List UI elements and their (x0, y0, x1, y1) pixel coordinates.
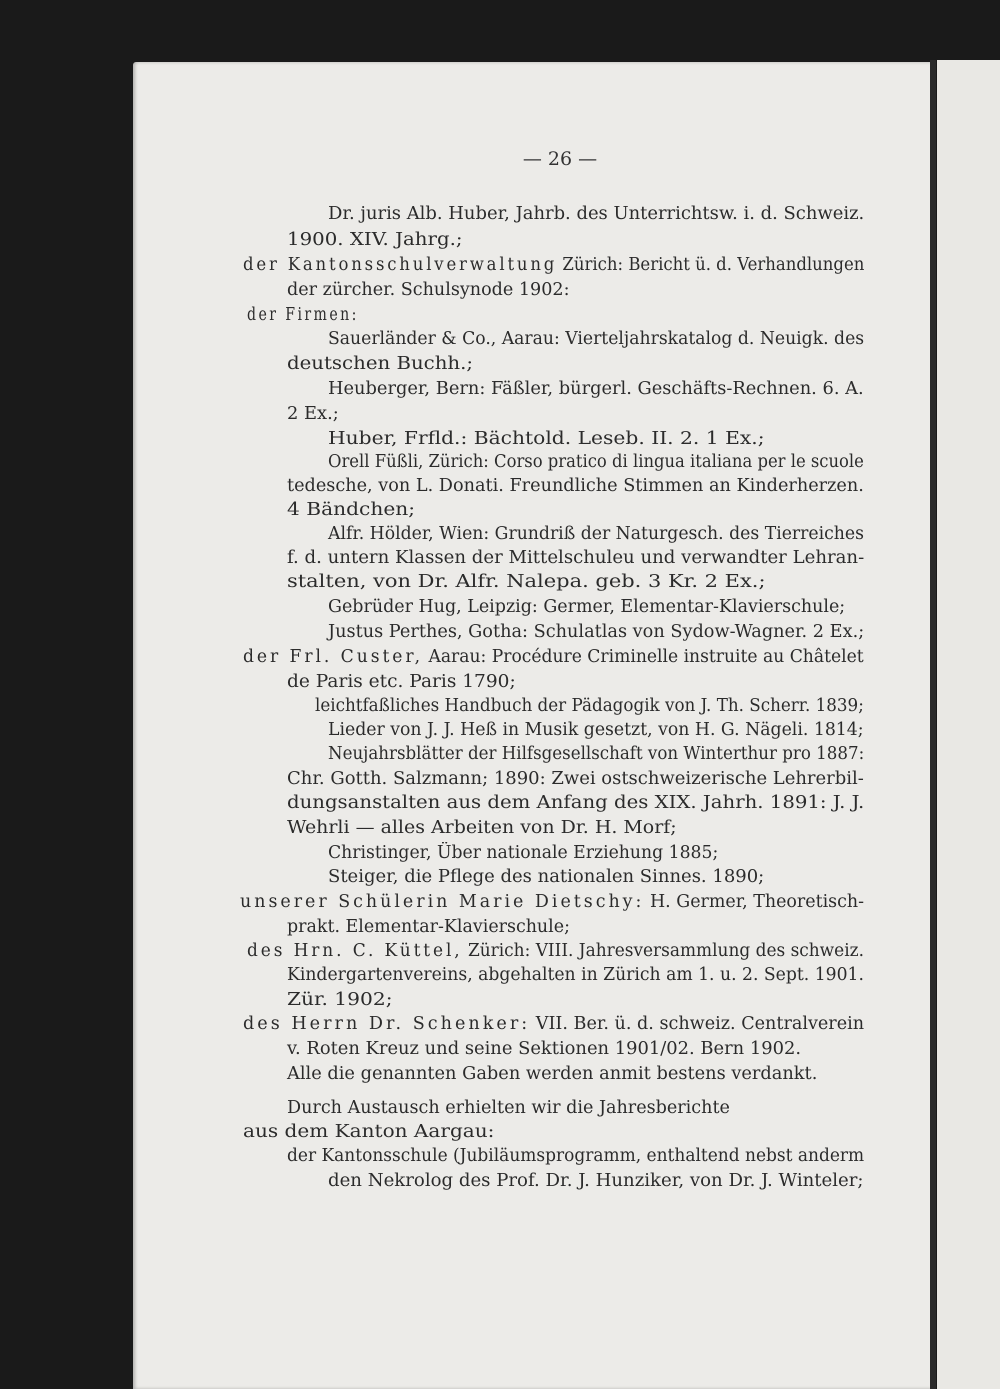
line-text: Aarau: Procédure Criminelle instruite au Châtelet (422, 647, 864, 667)
text-line (315, 695, 864, 717)
text-line (328, 428, 765, 450)
text-line (243, 1121, 494, 1143)
text-line (287, 817, 677, 839)
line-text: Wehrli — alles Arbeiten von Dr. H. Morf; (287, 818, 677, 838)
text-line (328, 866, 764, 888)
spaced-lead: des Herrn Dr. Schenker: (243, 1014, 531, 1034)
spaced-lead: der Frl. Custer, (243, 647, 423, 667)
line-text: Sauerländer & Co., Aarau: Vierteljahrskatalog d. Neuigk. des (328, 329, 865, 349)
text-line (287, 475, 864, 497)
text-line (243, 646, 864, 668)
line-text: Steiger, die Pflege des nationalen Sinnes. 1890; (328, 867, 765, 887)
line-text: der zürcher. Schulsynode 1902: (287, 280, 570, 300)
line-text: Heuberger, Bern: Fäßler, bürgerl. Geschäfts-Rechnen. 6. A. (328, 379, 864, 399)
spaced-lead: der Firmen: (247, 305, 359, 325)
line-text: v. Roten Kreuz und seine Sektionen 1901/02. Bern 1902. (287, 1039, 802, 1059)
line-text: deutschen Buchh.; (287, 354, 474, 374)
text-line (243, 1013, 864, 1035)
page-number: — 26 — (522, 148, 598, 170)
text-line (328, 378, 864, 400)
line-text: 2 Ex.; (287, 404, 339, 424)
text-line (328, 1170, 864, 1192)
text-line (247, 940, 864, 962)
text-line (328, 621, 864, 643)
spaced-lead: unserer Schülerin Marie Dietschy: (240, 892, 645, 912)
line-text: prakt. Elementar-Klavierschule; (287, 917, 570, 937)
text-line (287, 768, 864, 790)
line-text: Zür. 1902; (287, 990, 393, 1010)
line-text: Orell Füßli, Zürich: Corso pratico di lingua italiana per le scuole (328, 452, 864, 472)
line-text: Durch Austausch erhielten wir die Jahresberichte (287, 1098, 730, 1118)
text-line (328, 328, 864, 350)
line-text: de Paris etc. Paris 1790; (287, 672, 516, 692)
spaced-lead: der Kantonsschulverwaltung (243, 255, 558, 275)
text-line (287, 1145, 864, 1167)
text-line (287, 1038, 801, 1060)
line-text: leichtfaßliches Handbuch der Pädagogik von J. Th. Scherr. 1839; (315, 696, 864, 716)
line-text: Huber, Frfld.: Bächtold. Leseb. II. 2. 1 Ex.; (328, 429, 765, 449)
line-text: Lieder von J. J. Heß in Musik gesetzt, von H. G. Nägeli. 1814; (328, 720, 864, 740)
text-line (287, 989, 393, 1011)
line-text: aus dem Kanton Aargau: (243, 1122, 495, 1142)
line-text: 1900. XIV. Jahrg.; (287, 230, 463, 250)
line-text: H. Germer, Theoretisch- (644, 892, 865, 912)
text-line (287, 547, 864, 569)
text-line (287, 1097, 730, 1119)
line-text: Alfr. Hölder, Wien: Grundriß der Naturgesch. des Tierreiches (328, 524, 864, 544)
text-line (287, 353, 473, 375)
line-text: Zürich: Bericht ü. d. Verhandlungen (557, 255, 865, 275)
line-text: Dr. juris Alb. Huber, Jahrb. des Unterrichtsw. i. d. Schweiz. (328, 204, 865, 224)
text-line (328, 203, 864, 225)
text-line (287, 1063, 817, 1085)
text-line (287, 571, 766, 593)
line-text: den Nekrolog des Prof. Dr. J. Hunziker, von Dr. J. Winteler; (328, 1171, 864, 1191)
spaced-lead: des Hrn. C. Küttel, (247, 941, 463, 961)
line-text: 4 Bändchen; (287, 500, 416, 520)
text-line (287, 229, 463, 251)
text-line (328, 842, 718, 864)
text-line (328, 451, 864, 473)
text-line (328, 596, 845, 618)
text-line (287, 403, 339, 425)
text-line (328, 523, 864, 545)
text-line (328, 743, 864, 765)
line-text: stalten, von Dr. Alfr. Nalepa. geb. 3 Kr. 2 Ex.; (287, 572, 766, 592)
line-text: Justus Perthes, Gotha: Schulatlas von Sydow-Wagner. 2 Ex.; (328, 622, 865, 642)
line-text: Alle die genannten Gaben werden anmit bestens verdankt. (287, 1064, 818, 1084)
text-line (243, 254, 864, 276)
line-text: Neujahrsblätter der Hilfsgesellschaft von Winterthur pro 1887: (328, 744, 865, 764)
line-text: tedesche, von L. Donati. Freundliche Stimmen an Kinderherzen. (287, 476, 864, 496)
text-line (287, 499, 415, 521)
line-text: der Kantonsschule (Jubiläumsprogramm, enthaltend nebst anderm (287, 1146, 865, 1166)
text-line (240, 891, 864, 913)
line-text: f. d. untern Klassen der Mittelschuleu und verwandter Lehran- (287, 548, 865, 568)
text-line (287, 792, 864, 814)
text-line (287, 279, 569, 301)
text-line (287, 916, 570, 938)
line-text: Chr. Gotth. Salzmann; 1890: Zwei ostschweizerische Lehrerbil- (287, 769, 864, 789)
text-line (287, 671, 516, 693)
line-text: Zürich: VIII. Jahresversammlung des schweiz. (462, 941, 864, 961)
text-line (247, 304, 359, 326)
line-text: Gebrüder Hug, Leipzig: Germer, Elementar-Klavierschule; (328, 597, 846, 617)
text-line (328, 719, 864, 741)
text-line (287, 964, 864, 986)
line-text: Kindergartenvereins, abgehalten in Zürich am 1. u. 2. Sept. 1901. (287, 965, 864, 985)
line-text: dungsanstalten aus dem Anfang des XIX. Jahrh. 1891: J. J. (287, 793, 865, 813)
line-text: Christinger, Über nationale Erziehung 1885; (328, 843, 719, 863)
line-text: VII. Ber. ü. d. schweiz. Centralverein (530, 1014, 865, 1034)
